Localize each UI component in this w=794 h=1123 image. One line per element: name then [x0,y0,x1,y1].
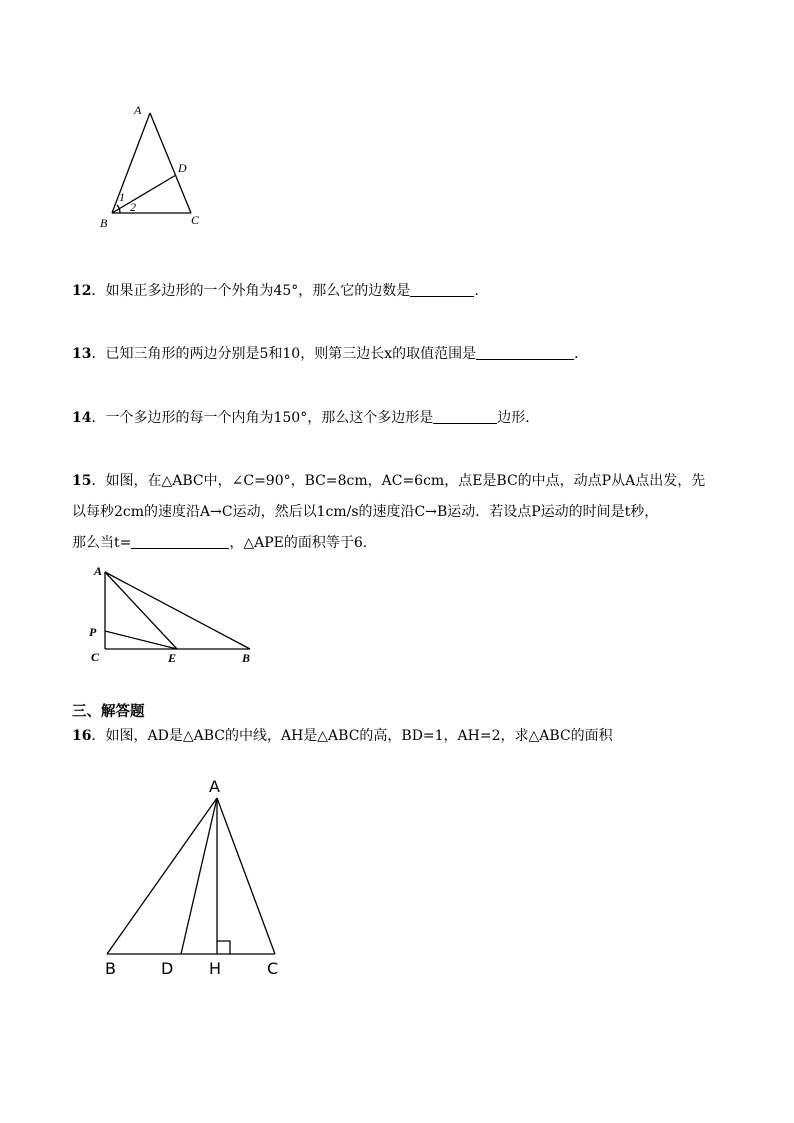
question-text: ．已知三角形的两边分别是5和10，则第三边长x的取值范围是 [91,346,477,362]
question-number: 14 [72,410,92,426]
label-c: C [191,213,200,227]
label-b: B [242,651,251,665]
segment-ae [105,572,177,649]
side-ab [112,113,150,213]
label-angle-2: 2 [130,200,136,214]
label-a: A [209,777,220,796]
median-ad [181,798,217,954]
question-end: 边形． [497,410,540,426]
question-text: ．如图，在△ABC中，∠C=90°，BC=8cm，AC=6cm，点E是BC的中点，动点P从A点出发，先 [91,473,706,489]
question-text: ．一个多边形的每一个内角为150°，那么这个多边形是 [91,410,434,426]
question-line-3 [72,528,705,559]
triangle-figure-abc-median-altitude [95,770,295,982]
triangle-figure-abd [90,100,220,235]
side-ab [107,798,217,954]
label-p: P [89,625,97,639]
question-text: ，△APE的面积等于6． [229,535,377,551]
label-a: A [94,564,103,578]
right-triangle-figure-ape [85,560,265,670]
label-a: A [134,103,142,117]
label-b: B [105,959,116,978]
triangle-figure-abc-svg [95,770,295,982]
question-text: 那么当t= [72,535,132,551]
right-angle-mark [217,941,230,954]
label-h: H [209,959,222,978]
label-d: D [161,959,174,978]
question-number: 13 [72,346,92,362]
question-number: 16 [72,728,92,744]
question-15 [72,466,705,559]
section-heading: 三、解答题 [72,704,145,720]
label-angle-1: 1 [119,190,125,204]
label-e: E [168,651,177,665]
answer-blank[interactable] [410,282,474,297]
right-triangle-figure-ape-svg [85,560,265,670]
label-c: C [267,959,279,978]
question-13 [72,339,588,370]
question-16 [72,721,613,752]
answer-blank[interactable] [131,534,229,549]
triangle-figure-abd-svg [90,100,220,235]
question-end: . [474,283,479,299]
label-c: C [91,650,100,664]
side-ac [217,798,275,954]
label-d: D [178,161,187,175]
question-text: ．如果正多边形的一个外角为45°，那么它的边数是 [91,283,411,299]
question-line-1 [72,466,705,497]
question-number: 12 [72,283,92,299]
question-14 [72,403,539,434]
question-number: 15 [72,473,92,489]
question-12 [72,276,479,307]
label-b: B [100,216,108,230]
segment-pe [105,631,177,649]
side-ab [105,572,250,649]
answer-blank[interactable] [433,409,497,424]
question-end: ． [574,346,589,362]
answer-blank[interactable] [476,345,574,360]
question-line-2: 以每秒2cm的速度沿A→C运动，然后以1cm/s的速度沿C→B运动．若设点P运动的时间是t秒， [72,504,659,520]
question-text: ．如图，AD是△ABC的中线，AH是△ABC的高，BD=1，AH=2，求△ABC的面积 [91,728,613,744]
